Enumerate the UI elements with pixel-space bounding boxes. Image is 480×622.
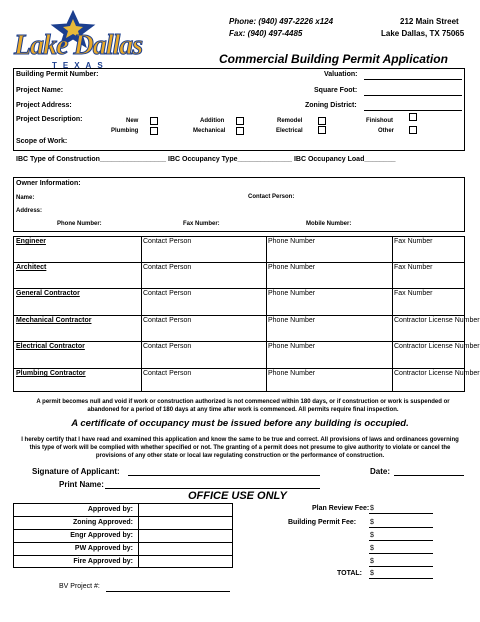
- contractor-phone-number: Phone Number: [268, 317, 316, 324]
- approval-label: Approved by:: [87, 506, 133, 513]
- remodel-label: Remodel: [277, 118, 303, 124]
- project-address-label: Project Address:: [16, 102, 72, 109]
- date-label: Date:: [370, 467, 391, 476]
- table-row-divider: [14, 368, 464, 369]
- bv-project-field[interactable]: [106, 591, 230, 592]
- contractor-contact-person: Contact Person: [143, 264, 192, 271]
- fee-field-5[interactable]: [369, 566, 433, 567]
- finishout-label: Finishout: [366, 118, 393, 124]
- square-foot-label: Square Foot:: [314, 87, 358, 94]
- approval-field[interactable]: [139, 517, 231, 529]
- approval-label: Zoning Approved:: [72, 519, 133, 526]
- contractor-fax-or-license: Contractor License Number: [394, 370, 480, 377]
- valuation-field[interactable]: [364, 79, 462, 80]
- header-address-2: Lake Dallas, TX 75065: [381, 29, 465, 38]
- header-phone: Phone: (940) 497-2226 x124: [229, 17, 334, 26]
- contractor-fax-or-license: Contractor License Number: [394, 343, 480, 350]
- contractor-fax-or-license: Fax Number: [394, 290, 433, 297]
- electrical-label: Electrical: [276, 128, 303, 134]
- other-label: Other: [378, 128, 395, 134]
- owner-fax-label: Fax Number:: [183, 221, 220, 227]
- header-address-1: 212 Main Street: [400, 17, 459, 26]
- contractor-fax-or-license: Contractor License Number: [394, 317, 480, 324]
- fee-dollar-3: $: [370, 532, 374, 539]
- new-checkbox[interactable]: [150, 117, 158, 125]
- approval-label: Engr Approved by:: [70, 532, 133, 539]
- signature-label: Signature of Applicant:: [32, 467, 120, 476]
- notice-text: A permit becomes null and void if work or construction authorized is not commenced within 180 days, or if construction or work is suspended or abandoned for a period of 180 days at any time after work is commenced. All permits require final inspection.: [36, 399, 450, 413]
- contractor-role: Architect: [16, 264, 47, 271]
- approval-field[interactable]: [139, 530, 231, 542]
- fee-dollar-5: $: [370, 558, 374, 565]
- owner-info-label: Owner Information:: [16, 180, 81, 187]
- contractor-role: Engineer: [16, 238, 46, 245]
- electrical-checkbox[interactable]: [318, 126, 326, 134]
- table-row-divider: [14, 262, 464, 263]
- total-label: TOTAL:: [337, 570, 363, 577]
- contractor-contact-person: Contact Person: [143, 238, 192, 245]
- plan-review-dollar: $: [370, 505, 374, 512]
- contractor-fax-or-license: Fax Number: [394, 238, 433, 245]
- other-checkbox[interactable]: [409, 126, 417, 134]
- fee-field-4[interactable]: [369, 553, 433, 554]
- owner-address-label: Address:: [16, 208, 43, 214]
- total-field[interactable]: [369, 578, 433, 579]
- addition-checkbox[interactable]: [236, 117, 244, 125]
- ibc-line: IBC Type of Construction_________________ IBC Occupancy Type______________ IBC Occupancy Load________: [16, 156, 396, 163]
- owner-name-label: Name:: [16, 195, 35, 201]
- plan-review-fee-label: Plan Review Fee:: [312, 505, 370, 512]
- logo-sub: TEXAS: [52, 61, 109, 70]
- approval-field[interactable]: [139, 504, 231, 516]
- remodel-checkbox[interactable]: [318, 117, 326, 125]
- contractor-role: Electrical Contractor: [16, 343, 85, 350]
- table-row-divider: [14, 341, 464, 342]
- certify-text: I hereby certify that I have read and examined this application and know the same to be true and correct. All provisions of laws and ordinances governing this type of work will be complied with whether specified or not. The granting of a permit does not presume to give authority to violate or cancel the provisions of any other state or local law regulating construction or the performance of construction.: [21, 437, 459, 459]
- contractor-fax-or-license: Fax Number: [394, 264, 433, 271]
- logo: [14, 10, 143, 72]
- contractor-phone-number: Phone Number: [268, 290, 316, 297]
- contractor-contact-person: Contact Person: [143, 370, 192, 377]
- contractor-contact-person: Contact Person: [143, 343, 192, 350]
- approval-label: Fire Approved by:: [73, 558, 133, 565]
- plumbing-checkbox[interactable]: [150, 127, 158, 135]
- square-foot-field[interactable]: [364, 95, 462, 96]
- contractor-role: Plumbing Contractor: [16, 370, 86, 377]
- approval-label: PW Approved by:: [74, 545, 133, 552]
- signature-field[interactable]: [128, 475, 320, 476]
- page-title: Commercial Building Permit Application: [219, 52, 448, 66]
- table-row-divider: [14, 315, 464, 316]
- permit-number-label: Building Permit Number:: [16, 71, 99, 78]
- office-use-title: OFFICE USE ONLY: [188, 490, 287, 502]
- contractor-phone-number: Phone Number: [268, 264, 316, 271]
- owner-contact-label: Contact Person:: [248, 194, 295, 200]
- building-permit-dollar: $: [370, 519, 374, 526]
- approval-field[interactable]: [139, 543, 231, 555]
- table-row-divider: [14, 288, 464, 289]
- mechanical-label: Mechanical: [193, 128, 226, 134]
- building-permit-fee-field[interactable]: [369, 527, 433, 528]
- print-name-label: Print Name:: [59, 480, 104, 489]
- header-fax: Fax: (940) 497-4485: [229, 29, 303, 38]
- project-name-label: Project Name:: [16, 87, 64, 94]
- owner-phone-label: Phone Number:: [57, 221, 102, 227]
- new-label: New: [126, 118, 139, 124]
- finishout-checkbox[interactable]: [409, 113, 417, 121]
- certificate-text: A certificate of occupancy must be issued before any building is occupied.: [71, 418, 409, 429]
- contractor-phone-number: Phone Number: [268, 343, 316, 350]
- total-dollar: $: [370, 570, 374, 577]
- contractor-phone-number: Phone Number: [268, 238, 316, 245]
- contractor-contact-person: Contact Person: [143, 290, 192, 297]
- fee-dollar-4: $: [370, 545, 374, 552]
- contractor-phone-number: Phone Number: [268, 370, 316, 377]
- zoning-district-field[interactable]: [364, 110, 462, 111]
- logo-text: Lake Dallas: [14, 30, 143, 61]
- approval-field[interactable]: [139, 556, 231, 568]
- zoning-district-label: Zoning District:: [305, 102, 357, 109]
- contractor-contact-person: Contact Person: [143, 317, 192, 324]
- bv-project-label: BV Project #:: [59, 583, 100, 590]
- plan-review-fee-field[interactable]: [369, 513, 433, 514]
- print-name-field[interactable]: [105, 488, 320, 489]
- valuation-label: Valuation:: [324, 71, 358, 78]
- mechanical-checkbox[interactable]: [236, 127, 244, 135]
- addition-label: Addition: [200, 118, 225, 124]
- scope-of-work-label: Scope of Work:: [16, 138, 68, 145]
- contractor-role: Mechanical Contractor: [16, 317, 92, 324]
- project-description-label: Project Description:: [16, 116, 83, 123]
- building-permit-fee-label: Building Permit Fee:: [288, 519, 357, 526]
- contractor-role: General Contractor: [16, 290, 80, 297]
- fee-field-3[interactable]: [369, 540, 433, 541]
- plumbing-label: Plumbing: [111, 128, 139, 134]
- date-field[interactable]: [394, 475, 464, 476]
- owner-mobile-label: Mobile Number:: [306, 221, 352, 227]
